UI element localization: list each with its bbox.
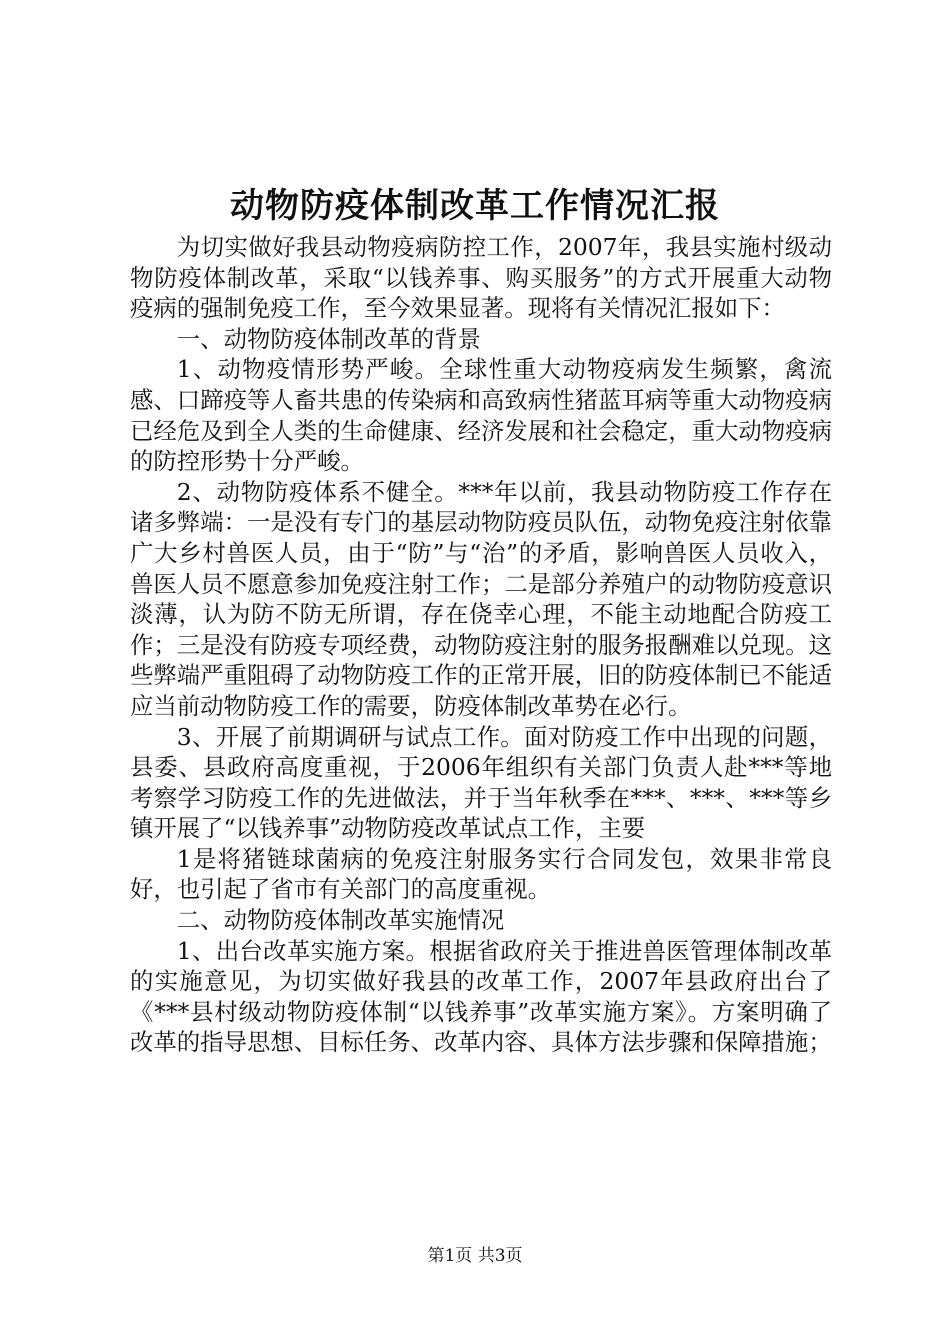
paragraph-reform-plan: 1、出台改革实施方案。根据省政府关于推进兽医管理体制改革的实施意见，为切实做好我县的改革工作，2007年县政府出台了《***县村级动物防疫体制“以钱养事”改革实施方案》。方案明确了改革的指导思想、目标任务、改革内容、具体方法步骤和保障措施；: [130, 936, 832, 1057]
paragraph-epidemic-situation: 1、动物疫情形势严峻。全球性重大动物疫病发生频繁，禽流感、口蹄疫等人畜共患的传染病和高致病性猪蓝耳病等重大动物疫病已经危及到全人类的生命健康、经济发展和社会稳定，重大动物疫病的防控形势十分严峻。: [130, 355, 832, 476]
section-heading-implementation: 二、动物防疫体制改革实施情况: [176, 906, 505, 935]
paragraph-system-flaws: 2、动物防疫体系不健全。***年以前，我县动物防疫工作存在诸多弊端：一是没有专门的基层动物防疫员队伍，动物免疫注射依靠广大乡村兽医人员，由于“防”与“治”的矛盾，影响兽医人员收入，兽医人员不愿意参加免疫注射工作；二是部分养殖户的动物防疫意识淡薄，认为防不防无所谓，存在侥幸心理，不能主动地配合防疫工作；三是没有防疫专项经费，动物防疫注射的服务报酬难以兑现。这些弊端严重阻碍了动物防疫工作的正常开展，旧的防疫体制已不能适应当前动物防疫工作的需要，防疫体制改革势在必行。: [130, 477, 832, 720]
intro-paragraph: 为切实做好我县动物疫病防控工作，2007年，我县实施村级动物防疫体制改革，采取“以钱养事、购买服务”的方式开展重大动物疫病的强制免疫工作，至今效果显著。现将有关情况汇报如下：: [130, 233, 832, 323]
document-body: [130, 232, 832, 1058]
document-title: 动物防疫体制改革工作情况汇报: [230, 186, 720, 226]
paragraph-contract-outsourcing: 1是将猪链球菌病的免疫注射服务实行合同发包，效果非常良好，也引起了省市有关部门的高度重视。: [130, 844, 832, 904]
paragraph-pilot-work: 3、开展了前期调研与试点工作。面对防疫工作中出现的问题，县委、县政府高度重视，于2006年组织有关部门负责人赴***等地考察学习防疫工作的先进做法，并于当年秋季在***、***、***等乡镇开展了“以钱养事”动物防疫改革试点工作，主要: [130, 722, 832, 843]
page-footer: 第1页 共3页: [427, 1246, 523, 1266]
section-heading-background: 一、动物防疫体制改革的背景: [176, 324, 481, 353]
